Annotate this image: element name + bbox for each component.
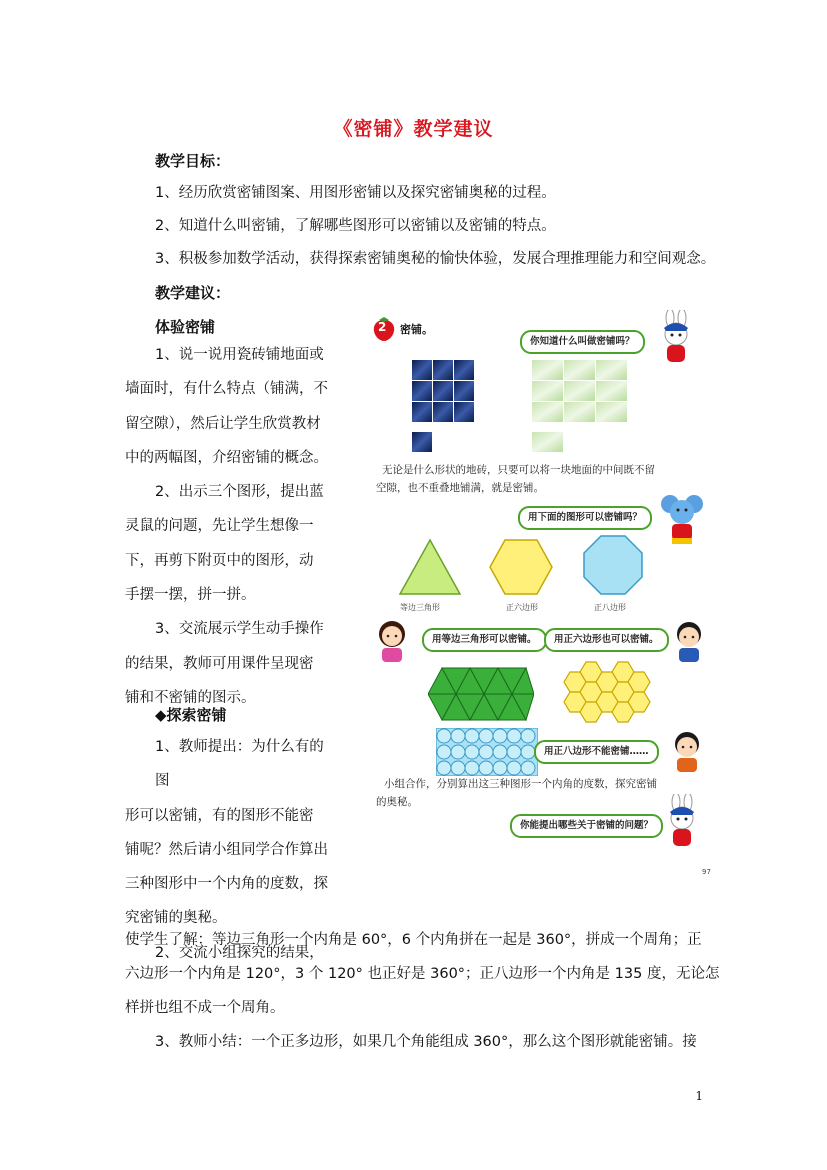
octagon-tessellation [436,728,538,776]
body-line: 六边形一个内角是 120°，3 个 120° 也正好是 360°；正八边形一个内角是 135 度，无论怎 [125,966,720,982]
shape-caption: 等边三角形 [400,603,440,612]
blue-mouse-character-icon [660,490,706,548]
speech-bubble: 用等边三角形可以密铺。 [422,628,547,652]
explore-heading: ◆探索密铺 [155,706,227,724]
rabbit-character-icon [662,794,706,850]
shape-caption: 正六边形 [506,603,538,612]
dark-tile-pattern [412,360,476,456]
explore-line: 2、交流小组探究的结果， [155,944,324,961]
figure-label: 密铺。 [400,323,433,336]
experience-heading: 体验密铺 [155,318,216,336]
hexagon-tessellation [562,660,662,732]
boy-character-icon [670,726,704,776]
explore-line: 1、教师提出：为什么有的图 [155,739,324,790]
body-line: 样拼也组不成一个周角。 [125,1000,285,1016]
boy-character-icon [672,616,706,666]
speech-bubble: 你知道什么叫做密铺吗？ [520,330,645,354]
goal-item-1: 1、经历欣赏密铺图案、用图形密铺以及探究密铺奥秘的过程。 [155,185,556,201]
experience-line: 铺和不密铺的图示。 [125,689,256,706]
figure-text: 空隙，也不重叠地铺满，就是密铺。 [376,482,544,494]
badge-number: 2 [378,320,387,334]
experience-line: 墙面时，有什么特点（铺满，不 [125,381,328,398]
regular-octagon-shape [582,534,644,596]
equilateral-triangle-shape [398,538,462,596]
figure-page-number: 97 [702,868,711,876]
speech-bubble: 你能提出哪些关于密铺的问题？ [510,814,663,838]
body-line: 使学生了解：等边三角形一个内角是 60°，6 个内角拼在一起是 360°，拼成一个周角；正 [125,932,702,948]
body-line: 3、教师小结：一个正多边形，如果几个角能组成 360°，那么这个图形就能密铺。接 [155,1034,697,1050]
regular-hexagon-shape [488,538,554,596]
experience-line: 1、说一说用瓷砖铺地面或 [155,347,324,363]
figure-text: 的奥秘。 [376,796,418,808]
explore-line: 形可以密铺，有的图形不能密 [125,807,314,824]
page-title: 《密铺》教学建议 [333,118,494,140]
suggestions-heading: 教学建议： [155,284,231,302]
experience-line: 下，再剪下附页中的图形，动 [125,552,314,569]
experience-line: 的结果，教师可用课件呈现密 [125,655,314,672]
speech-bubble: 用正六边形也可以密铺。 [544,628,669,652]
figure-text: 无论是什么形状的地砖，只要可以将一块地面的中间既不留 [382,464,655,476]
experience-line: 3、交流展示学生动手操作 [155,621,324,638]
speech-bubble: 用正八边形不能密铺…… [534,740,659,764]
figure-text: 小组合作，分别算出这三种图形一个内角的度数，探究密铺 [384,778,657,790]
experience-line: 2、出示三个图形，提出蓝 [155,484,324,501]
goals-heading: 教学目标： [155,152,231,170]
experience-text [125,338,335,715]
rabbit-character-icon [656,310,700,366]
experience-line: 手摆一摆，拼一拼。 [125,587,256,604]
textbook-figure [370,310,710,880]
speech-bubble: 用下面的图形可以密铺吗？ [518,506,652,530]
page-number: 1 [695,1089,703,1103]
explore-line: 铺呢？然后请小组同学合作算出 [125,841,328,858]
explore-line: 究密铺的奥秘。 [125,910,227,927]
experience-line: 留空隙），然后让学生欣赏教材 [125,415,321,432]
green-tile-pattern [532,360,632,456]
shape-caption: 正八边形 [594,603,626,612]
explore-line: 三种图形中一个内角的度数，探 [125,876,328,893]
girl-character-icon [374,616,410,666]
experience-line: 灵鼠的问题，先让学生想像一 [125,518,314,535]
triangle-tessellation [428,666,534,722]
goal-item-3: 3、积极参加数学活动，获得探索密铺奥秘的愉快体验，发展合理推理能力和空间观念。 [155,251,716,267]
goal-item-2: 2、知道什么叫密铺，了解哪些图形可以密铺以及密铺的特点。 [155,218,556,234]
experience-line: 中的两幅图，介绍密铺的概念。 [125,449,328,466]
